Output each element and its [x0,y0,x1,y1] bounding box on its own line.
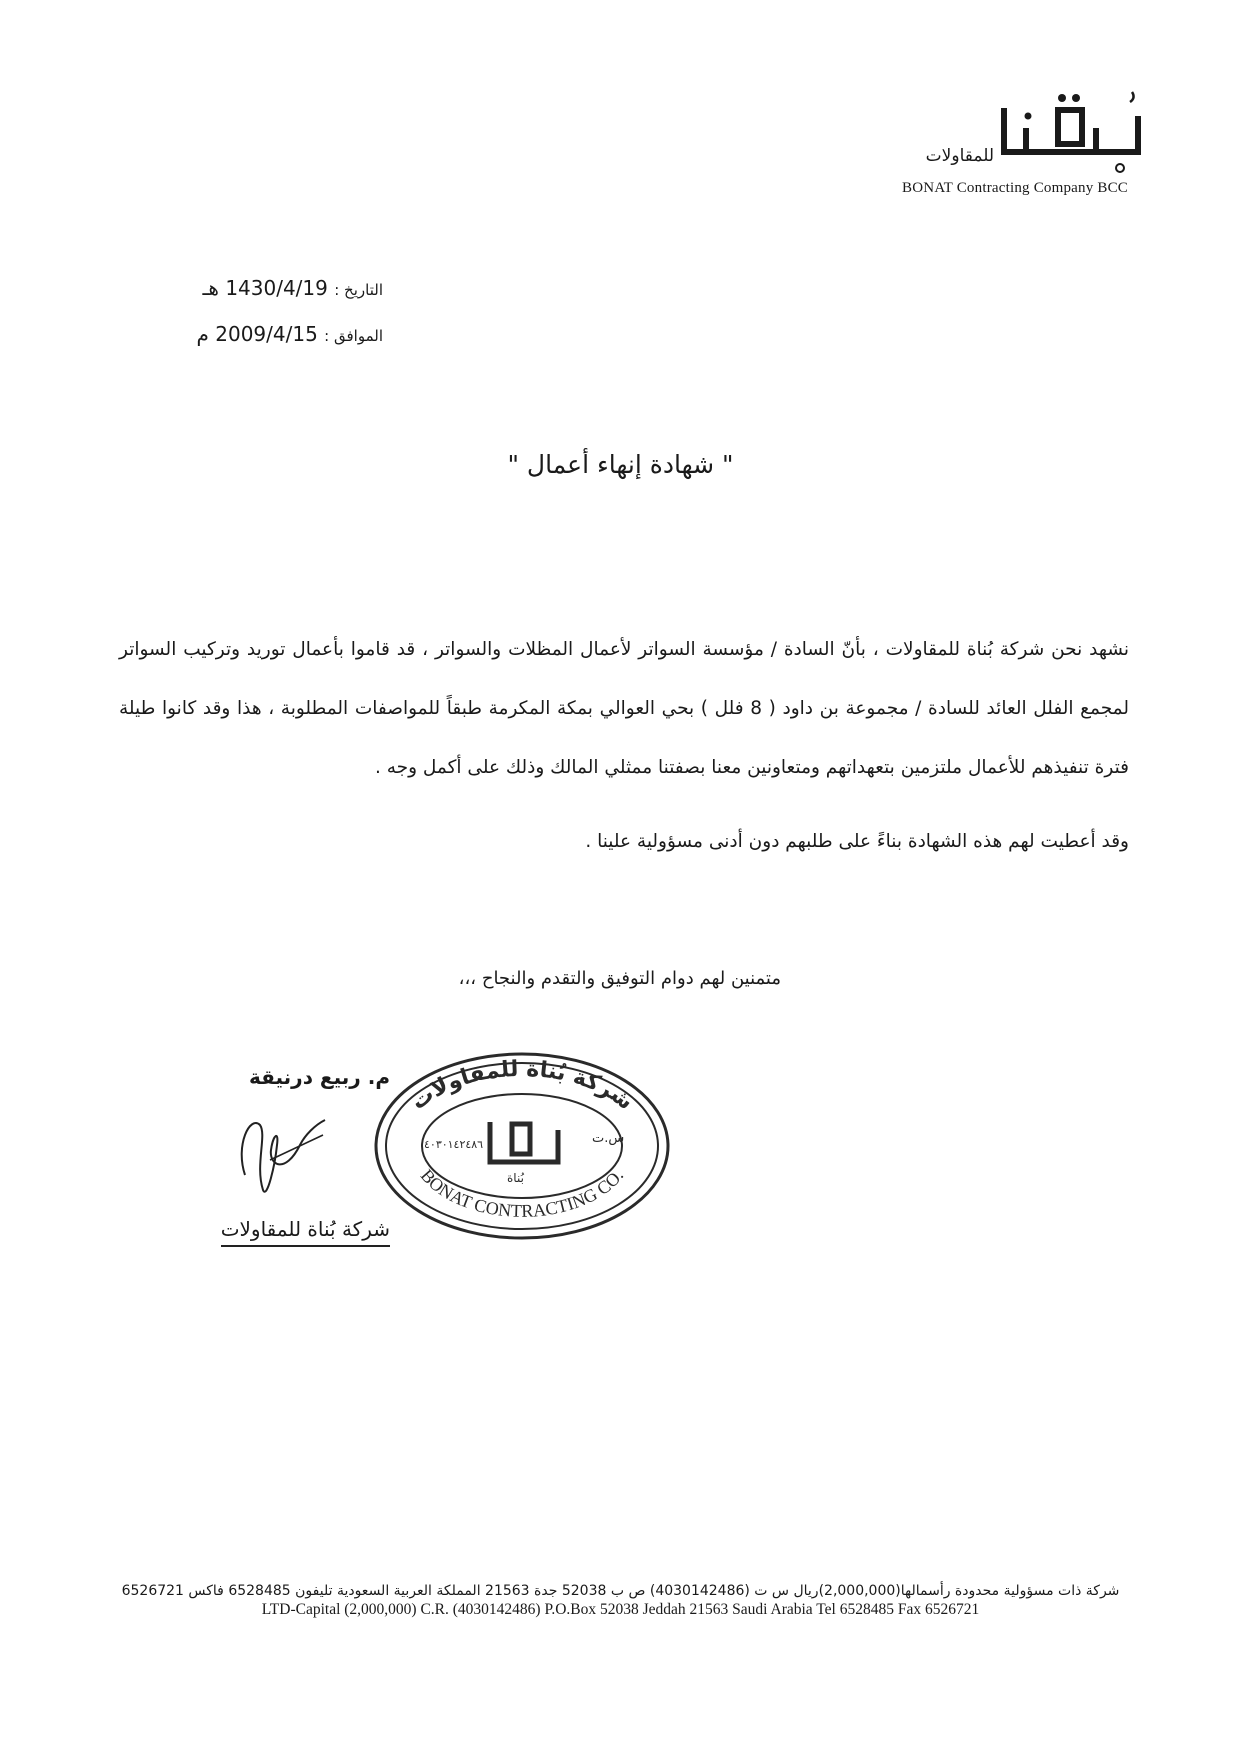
hijri-date-label: التاريخ : [334,281,383,299]
hijri-date-value: 1430/4/19 هـ [202,276,328,300]
logo-english-text: BONAT Contracting Company BCC [902,180,1128,196]
signature-block [150,1065,390,1265]
company-stamp-icon [372,1050,672,1242]
stamp-cr-label: س.ت [592,1131,625,1146]
certificate-title: " شهادة إنهاء أعمال " [507,450,734,479]
svg-text:شركة بُناة للمقاولات [406,1057,637,1115]
footer-english: LTD-Capital (2,000,000) C.R. (4030142486) P.O.Box 52038 Jeddah 21563 Saudi Arabia Tel 6528485 Fax 6526721 [261,1601,980,1618]
body-paragraph-1: نشهد نحن شركة بُناة للمقاولات ، بأنّ السادة / مؤسسة السواتر لأعمال المظلات والسواتر ، قد قاموا بأعمال توريد وتركيب السواتر لمجمع الفلل العائد للسادة / مجموعة بن داود ( 8 فلل ) بحي العوالي بمكة المكرمة طبقاً للمواصفات المطلوبة ، هذا وقد كانوا طيلة فترة تنفيذهم للأعمال ملتزمين بتعهداتهم ومتعاونين معنا بصفتنا ممثلي المالك وذلك على أكمل وجه . [119,639,1129,778]
gregorian-date-value: 2009/4/15 م [196,322,318,346]
signatory-company: شركة بُناة للمقاولات [221,1217,390,1247]
stamp-arabic-text: شركة بُناة للمقاولات [406,1056,638,1116]
stamp-english-text: BONAT CONTRACTING CO. [416,1165,628,1221]
stamp-cr-number: ٤٠٣٠١٤٢٤٨٦ [424,1138,484,1151]
page-footer [0,1583,1241,1619]
date-block [197,266,384,358]
closing-wishes: متمنين لهم دوام التوفيق والتقدم والنجاح ،،، [458,968,781,989]
bonat-logo-icon [996,88,1146,176]
gregorian-date-line [197,312,384,358]
hijri-date-line [197,266,384,312]
footer-arabic: شركة ذات مسؤولية محدودة رأسمالها(2,000,000)ريال س ت (4030142486) ص ب 52038 جدة 21563 المملكة العربية السعودية تليفون 6528485 فاكس 6526721 [121,1583,1120,1599]
signatory-name: م. ربيع درنيقة [248,1065,390,1089]
gregorian-date-label: الموافق : [324,327,383,345]
handwritten-signature-icon [205,1105,335,1205]
certificate-body [119,620,1129,852]
body-paragraph-2: وقد أعطيت لهم هذه الشهادة بناءً على طلبهم دون أدنى مسؤولية علينا . [585,831,1129,852]
logo-arabic-text: للمقاولات [925,146,994,166]
company-letterhead [846,88,1146,208]
stamp-wordmark: بُناة [507,1171,524,1185]
